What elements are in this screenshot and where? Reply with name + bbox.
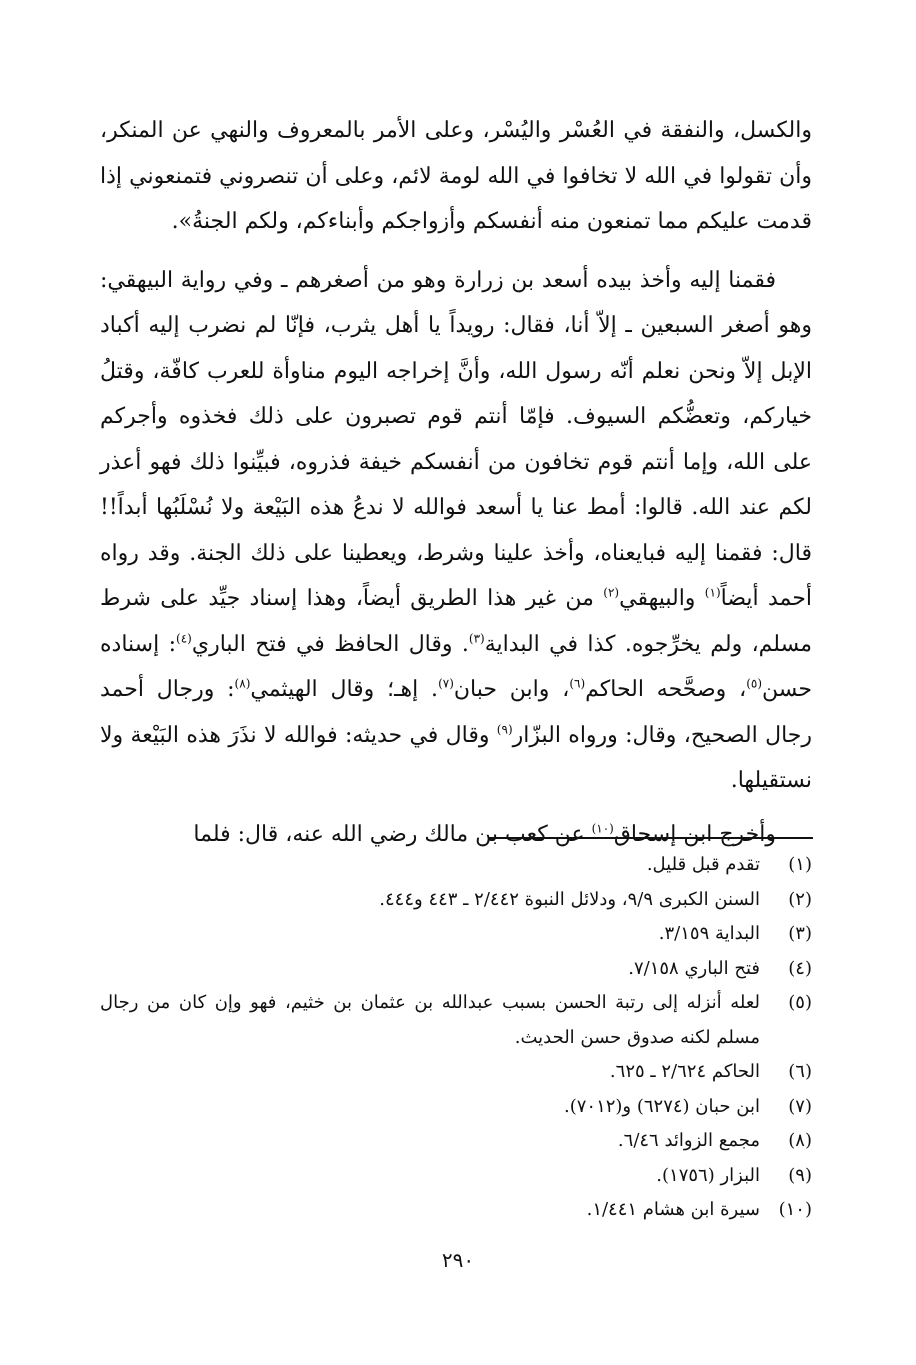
footnote-item [100, 986, 812, 1055]
footnote-item [100, 848, 812, 883]
paragraph-2-text-5: : إسناده حسن [100, 631, 812, 702]
footnote-text: البداية ٣/١٥٩. [658, 923, 760, 944]
footnote-text: سيرة ابن هشام ١/٤٤١. [586, 1199, 760, 1220]
footnote-item [100, 1193, 812, 1228]
footnote-text: البزار (١٧٥٦). [656, 1164, 760, 1186]
footnote-number: (٤) [788, 957, 812, 979]
footnote-number: (٥) [788, 992, 812, 1013]
footnote-number: (٨) [788, 1130, 812, 1151]
footnote-text: ابن حبان (٦٢٧٤) و(٧٠١٢). [563, 1095, 760, 1117]
footnote-item [100, 883, 812, 918]
footnote-ref-3[interactable]: (٣) [468, 631, 485, 646]
footnote-separator [488, 837, 813, 839]
footnote-text: لعله أنزله إلى رتبة الحسن بسبب عبدالله بن عثمان بن خثيم، فهو وإن كان من رجال مسلم لكنه صدوق حسن الحديث. [100, 992, 760, 1048]
paragraph-2-text-7: ، وابن حبان [453, 677, 570, 702]
paragraph-2 [100, 258, 812, 804]
footnote-ref-4[interactable]: (٤) [176, 631, 192, 646]
footnote-text: مجمع الزوائد ٦/٤٦. [617, 1130, 760, 1151]
footnote-ref-10[interactable]: (١٠) [591, 821, 614, 836]
footnotes-list [100, 848, 812, 1228]
paragraph-1 [100, 108, 812, 245]
footnote-ref-2[interactable]: (٢) [603, 585, 620, 600]
paragraph-2-text-2: والبيهقي [619, 586, 705, 611]
footnote-item [100, 1159, 812, 1194]
paragraph-2-text-8: . إهـ؛ وقال الهيثمي [250, 677, 439, 702]
paragraph-2-text-9: : ورجال أحمد رجال الصحيح، وقال: ورواه البزّار [100, 677, 812, 748]
paragraph-2-text-3: من غير هذا الطريق أيضاً، وهذا إسناد جيِّد على شرط مسلم، ولم يخرِّجوه. كذا في البداية [100, 586, 813, 657]
footnote-item [100, 1055, 812, 1090]
footnote-ref-1[interactable]: (١) [704, 585, 721, 600]
paragraph-2-text-4: . وقال الحافظ في فتح الباري [191, 631, 469, 657]
footnote-number: (٦) [788, 1061, 812, 1082]
paragraph-3-text-2: عن كعب بن مالك رضي الله عنه، قال: فلما [193, 821, 592, 847]
footnote-number: (٩) [788, 1164, 812, 1186]
paragraph-gap [100, 245, 812, 258]
footnote-item [100, 1090, 812, 1125]
page-number: ٢٩٠ [441, 1248, 475, 1272]
footnote-number: (٣) [788, 923, 812, 944]
paragraph-2-text-1: فقمنا إليه وأخذ بيده أسعد بن زرارة وهو من أصغرهم ـ وفي رواية البيهقي: وهو أصغر السبعين ـ إلاّ أنا، فقال: رويداً يا أهل يثرب، فإنّا لم نضرب إليه أكباد الإبل إلاّ ونحن نعلم أنّه رسول الله، وأنَّ إخراجه اليوم مناوأة للعرب كافّة، وقتلُ خياركم، وتعضُّكم السيوف. فإمّا أنتم قوم تصبرون على ذلك فخذوه وأجركم على الله، وإما أنتم قوم تخافون من أنفسكم خيفة فذروه، فبيِّنوا ذلك فهو أعذر لكم عند الله. قالوا: أمط عنا يا أسعد فوالله لا ندعُ هذه البَيْعة ولا نُسْلَبُها أبداً!! قال: فقمنا إليه فبايعناه، وأخذ علينا وشرط، ويعطينا على ذلك الجنة. وقد رواه أحمد أيضاً [100, 267, 812, 611]
footnote-item [100, 1124, 812, 1159]
page-body [100, 108, 812, 857]
footnote-ref-9[interactable]: (٩) [496, 722, 513, 737]
footnote-text: تقدم قبل قليل. [646, 854, 760, 875]
footnote-text: الحاكم ٢/٦٢٤ ـ ٦٢٥. [609, 1061, 760, 1082]
paragraph-gap [100, 804, 812, 812]
footnote-ref-8[interactable]: (٨) [234, 676, 251, 691]
footnote-ref-5[interactable]: (٥) [746, 676, 763, 691]
paragraph-1-text: والكسل، والنفقة في العُسْر واليُسْر، وعلى الأمر بالمعروف والنهي عن المنكر، وأن تقولوا في الله لا تخافوا في الله لومة لائم، وعلى أن تنصروني فتمنعوني إذا قدمت عليكم مما تمنعون منه أنفسكم وأزواجكم وأبناءكم، ولكم الجنةُ». [100, 118, 812, 234]
paragraph-2-text-10: وقال في حديثه: فوالله لا نذَرَ هذه البَيْعة ولا نستقيلها. [100, 722, 812, 793]
footnote-number: (١) [788, 854, 812, 875]
footnote-ref-7[interactable]: (٧) [438, 676, 454, 691]
footnote-text: فتح الباري ٧/١٥٨. [628, 957, 760, 979]
footnote-number: (٧) [788, 1095, 812, 1117]
footnote-item [100, 917, 812, 952]
paragraph-2-text-6: ، وصحَّحه الحاكم [585, 677, 747, 702]
paragraph-3-text-1: وأخرج ابن إسحاق [613, 821, 776, 847]
footnote-text: السنن الكبرى ٩/٩، ودلائل النبوة ٢/٤٤٢ ـ ٤٤٣ و٤٤٤. [379, 888, 760, 910]
footnote-ref-6[interactable]: (٦) [569, 676, 586, 691]
footnote-number: (١٠) [778, 1199, 812, 1220]
footnote-number: (٢) [788, 888, 812, 910]
footnote-item [100, 952, 812, 987]
